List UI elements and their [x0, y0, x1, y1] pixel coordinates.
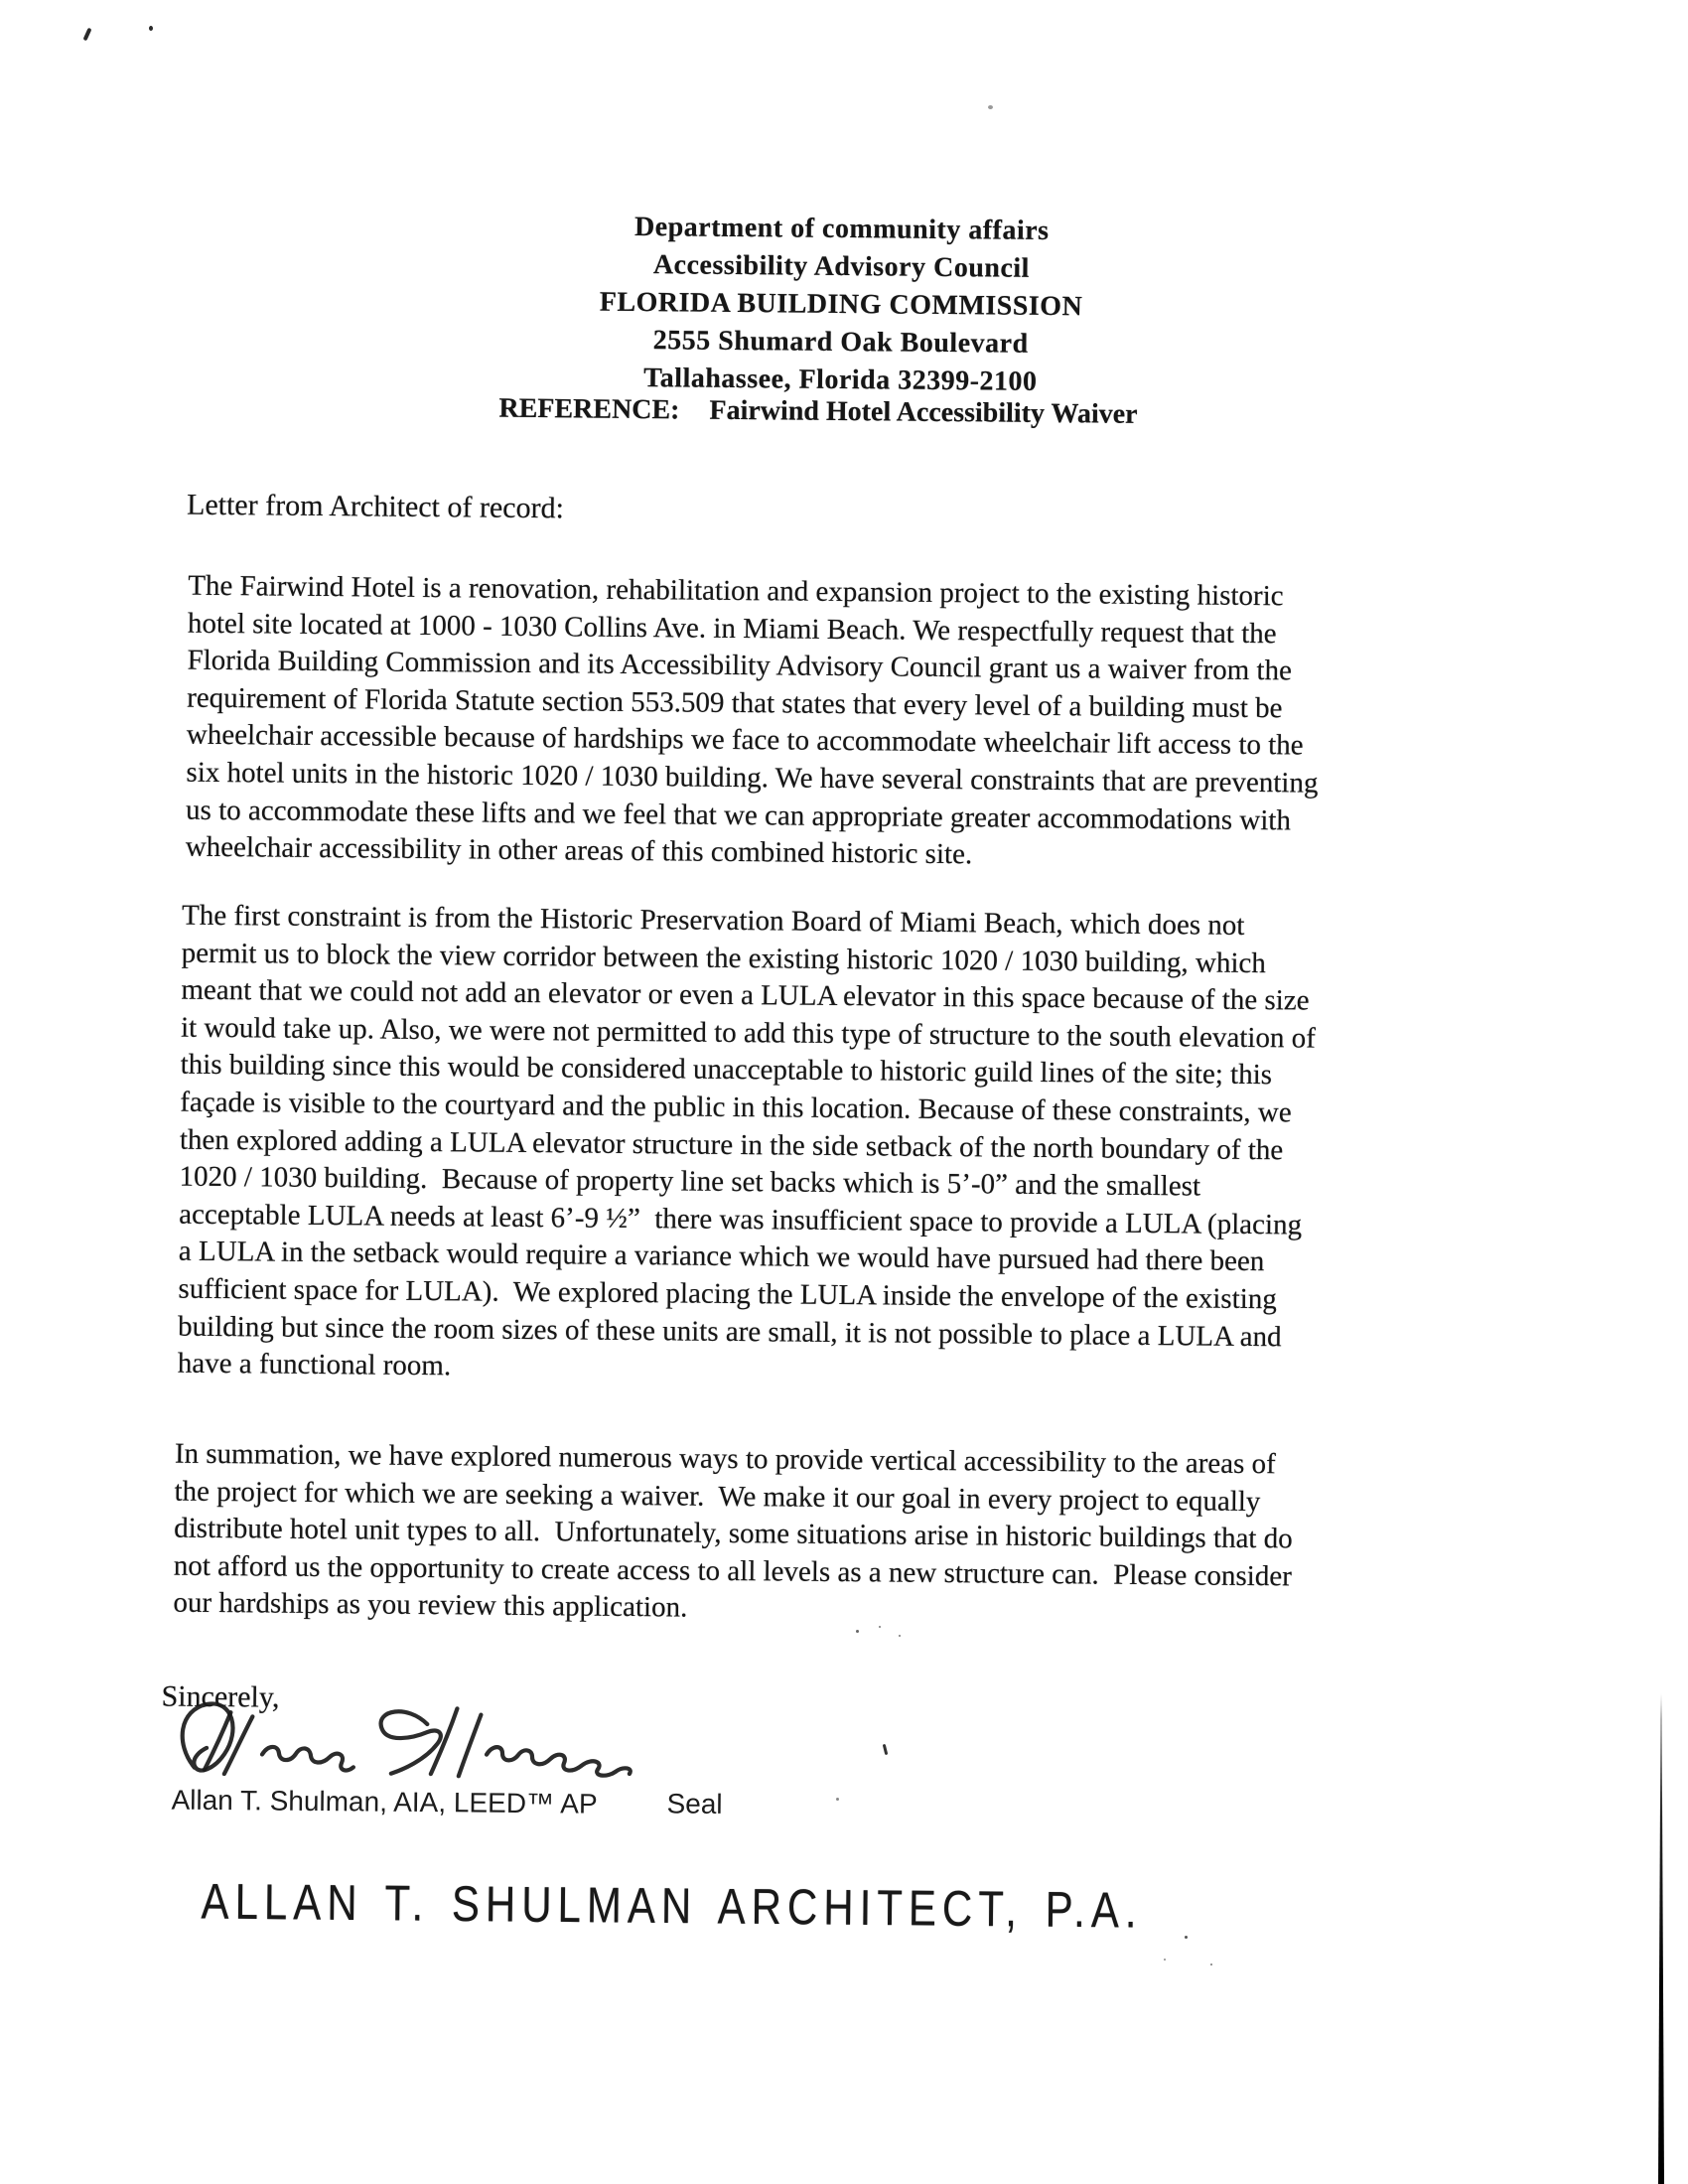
scan-speck: [1164, 1959, 1166, 1961]
letterhead-city-line: Tallahassee, Florida 32399-2100: [643, 363, 1038, 397]
intro-line: Letter from Architect of record:: [186, 488, 565, 525]
letterhead-council-line: Accessibility Advisory Council: [652, 249, 1031, 284]
scan-speck: [836, 1798, 839, 1801]
body-paragraph-3: In summation, we have explored numerous ways to provide vertical accessibility to the areas of the project for which we are seeking a waiver. We make it our goal in every project to equally distribute hotel unit types to all. Unfortunately, some situations arise in historic buildings that do not afford us the opportunity to create access to all levels as a new structure can. Please consider our hardships as you review this application.: [173, 1437, 1293, 1624]
scan-speck: [856, 1630, 859, 1633]
body-paragraph-1: The Fairwind Hotel is a renovation, rehabilitation and expansion project to the existing historic hotel site located at 1000 - 1030 Collins Ave. in Miami Beach. We respectfully request that the Florida Building Commission and its Accessibility Advisory Council grant us a waiver from the requirement of Florida Statute section 553.509 that states that every level of a building must be wheelchair accessible because of hardships we face to accommodate wheelchair lift access to the six hotel units in the historic 1020 / 1030 building. We have several constraints that are preventing us to accommodate these lifts and we feel that we can appropriate greater accommodations with wheelchair accessibility in other areas of this combined historic site.: [185, 569, 1319, 871]
body-paragraph-2: The first constraint is from the Historic Preservation Board of Miami Beach, which does not permit us to block the view corridor between the existing historic 1020 / 1030 building, which meant that we could not add an elevator or even a LULA elevator in this space because of the size it would take up. Also, we were not permitted to add this type of structure to the south elevation of this building since this would be considered unacceptable to historic guild lines of the site; this façade is visible to the courtyard and the public in this location. Because of these constraints, we then explored adding a LULA elevator structure in the side setback of the north boundary of the 1020 / 1030 building. Because of property line set backs which is 5’-0” and the smallest acceptable LULA needs at least 6’-9 ½” there was insufficient space to provide a LULA (placing a LULA in the setback would require a variance which we would have pursued had there been sufficient space for LULA). We explored placing the LULA inside the envelope of the existing building but since the room sizes of these units are small, it is not possible to place a LULA and have a functional room.: [177, 899, 1316, 1383]
signatory-name: Allan T. Shulman, AIA, LEED™ AP: [171, 1784, 598, 1820]
letterhead-commission-line: FLORIDA BUILDING COMMISSION: [599, 286, 1083, 323]
reference-value: Fairwind Hotel Accessibility Waiver: [709, 394, 1138, 430]
salutation: Sincerely,: [161, 1679, 280, 1714]
scan-speck: [149, 26, 153, 31]
letterhead-department-line: Department of community affairs: [633, 211, 1050, 246]
firm-name-footer: ALLAN T. SHULMAN ARCHITECT, P.A.: [201, 1872, 1143, 1939]
scan-speck: [899, 1635, 901, 1637]
scan-speck: [879, 1626, 881, 1628]
scan-speck: [988, 105, 993, 109]
scan-speck: [1185, 1936, 1188, 1939]
reference-label: REFERENCE:: [498, 392, 680, 426]
letterhead-street-line: 2555 Shumard Oak Boulevard: [652, 325, 1029, 360]
scan-speck: [1210, 1964, 1212, 1966]
seal-label: Seal: [666, 1788, 723, 1820]
letterhead: [0, 203, 1686, 407]
signature-handwriting: [167, 1696, 644, 1781]
